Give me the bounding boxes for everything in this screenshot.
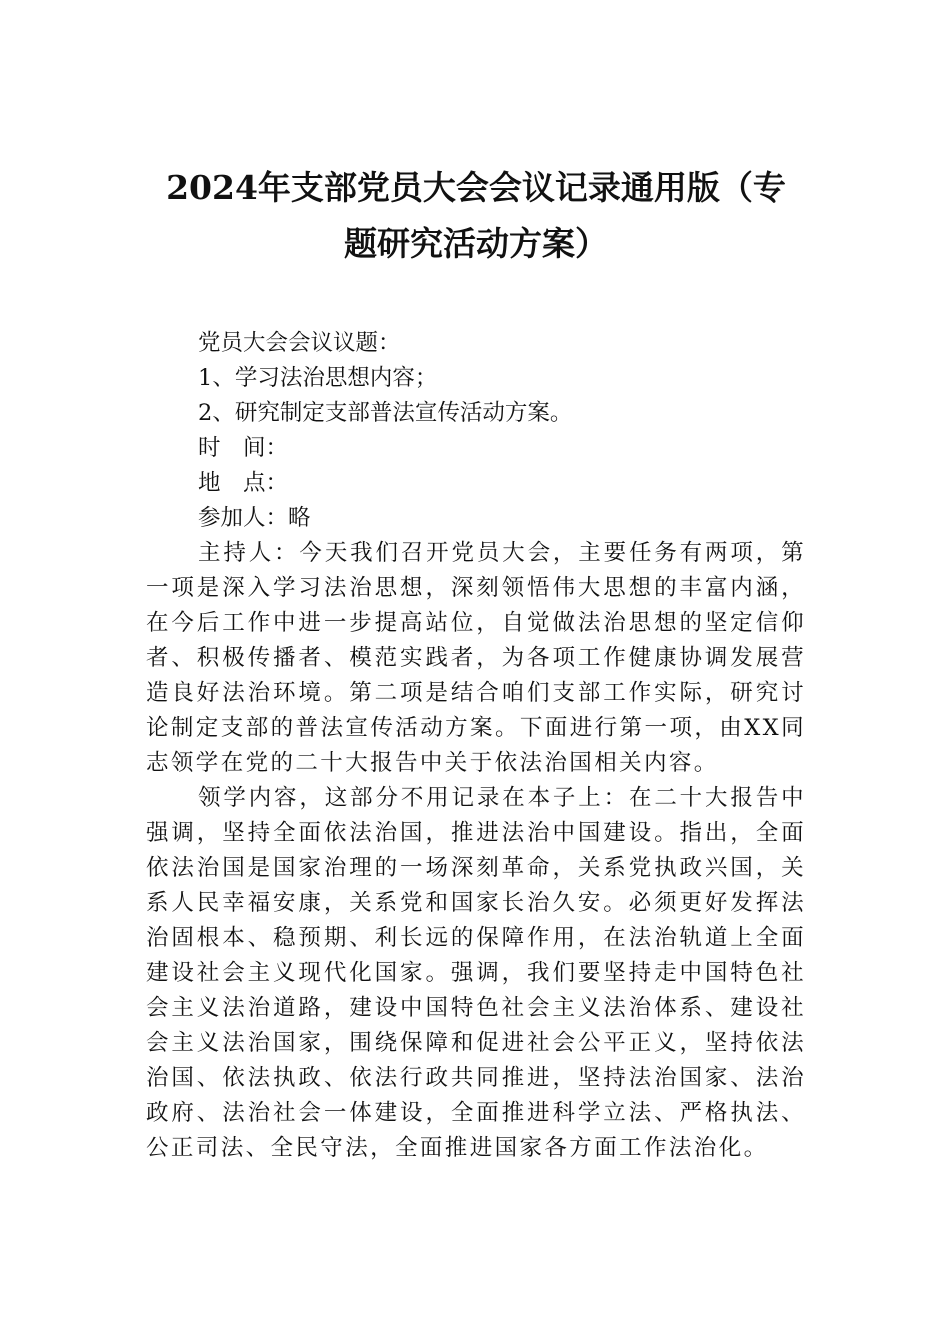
title-line-1: 2024年支部党员大会会议记录通用版（专: [166, 168, 786, 207]
meeting-time-label: 时 间：: [198, 435, 289, 461]
study-content-paragraph: 领学内容，这部分不用记录在本子上：在二十大报告中强调，坚持全面依法治国，推进法治中国建设。指出，全面依法治国是国家治理的一场深刻革命，关系党执政兴国，关系人民幸福安康，关系党和国家长治久安。必须更好发挥法治固根本、稳预期、利长远的保障作用，在法治轨道上全面建设社会主义现代化国家。强调，我们要坚持走中国特色社会主义法治道路，建设中国特色社会主义法治体系、建设社会主义法治国家，围绕保障和促进社会公平正义，坚持依法治国、依法执政、依法行政共同推进，坚持法治国家、法治政府、法治社会一体建设，全面推进科学立法、严格执法、公正司法、全民守法，全面推进国家各方面工作法治化。: [146, 785, 806, 1161]
document-title: [146, 160, 806, 272]
title-line-2: 题研究活动方案）: [344, 224, 608, 263]
agenda-heading: 党员大会会议议题：: [198, 330, 401, 356]
agenda-item: 2、研究制定支部普法宣传活动方案。: [198, 400, 573, 426]
meeting-place-label: 地 点：: [198, 470, 289, 496]
host-remarks-paragraph: 主持人：今天我们召开党员大会，主要任务有两项，第一项是深入学习法治思想，深刻领悟伟大思想的丰富内涵，在今后工作中进一步提高站位，自觉做法治思想的坚定信仰者、积极传播者、模范实践者，为各项工作健康协调发展营造良好法治环境。第二项是结合咱们支部工作实际，研究讨论制定支部的普法宣传活动方案。下面进行第一项，由XX同志领学在党的二十大报告中关于依法治国相关内容。: [146, 540, 806, 776]
attendees-line: 参加人：略: [198, 505, 311, 531]
document-body: [146, 326, 806, 1166]
agenda-item: 1、学习法治思想内容；: [198, 365, 438, 391]
